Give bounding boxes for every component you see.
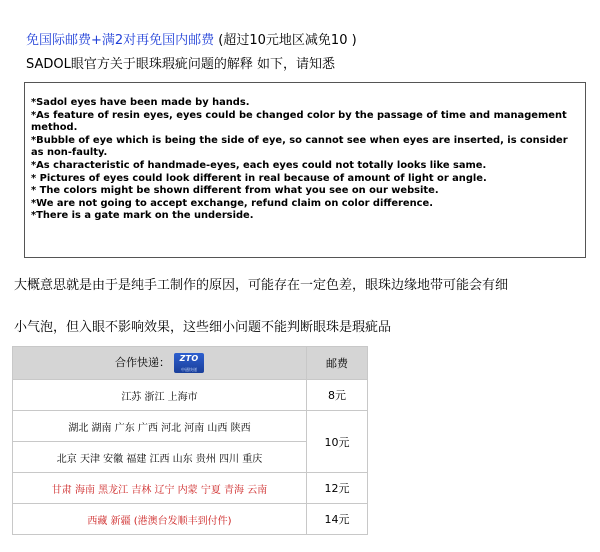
table-row xyxy=(13,411,368,442)
shipping-fee-table xyxy=(12,346,368,535)
explanation-line-1: 大概意思就是由于是纯手工制作的原因，可能存在一定色差，眼珠边缘地带可能会有细 xyxy=(14,278,509,293)
table-row xyxy=(13,504,368,535)
promo-black-text: (超过10元地区减免10 ) xyxy=(214,33,357,48)
region-cell: 江苏 浙江 上海市 xyxy=(13,380,307,411)
zto-logo-icon: ZTO 中通快递 xyxy=(174,353,204,373)
fee-cell: 14元 xyxy=(307,504,368,535)
fee-cell: 8元 xyxy=(307,380,368,411)
courier-header xyxy=(13,347,307,380)
promo-line xyxy=(26,32,357,50)
table-row xyxy=(13,380,368,411)
notice-line: * Pictures of eyes could look different in real because of amount of light or angle. xyxy=(31,172,487,184)
region-cell: 甘肃 海南 黑龙江 吉林 辽宁 内蒙 宁夏 青海 云南 xyxy=(13,473,307,504)
courier-header-label: 合作快递： xyxy=(115,356,170,369)
promo-blue-text: 免国际邮费+满2对再免国内邮费 xyxy=(26,33,215,48)
fee-cell: 12元 xyxy=(307,473,368,504)
notice-line: *Bubble of eye which is being the side of eye, so cannot see when eyes are inserted, is consider as non-faulty. xyxy=(31,134,568,159)
notice-line: *As characteristic of handmade-eyes, each eyes could not totally looks like same. xyxy=(31,159,487,171)
notice-box xyxy=(24,82,586,258)
region-cell: 湖北 湖南 广东 广西 河北 河南 山西 陕西 xyxy=(13,411,307,442)
region-cell: 西藏 新疆 (港澳台发顺丰到付件) xyxy=(13,504,307,535)
table-header-row xyxy=(13,347,368,380)
region-cell: 北京 天津 安徽 福建 江西 山东 贵州 四川 重庆 xyxy=(13,442,307,473)
notice-line: *Sadol eyes have been made by hands. xyxy=(31,97,250,108)
notice-line: * The colors might be shown different from what you see on our website. xyxy=(31,185,439,197)
fee-cell: 10元 xyxy=(307,411,368,473)
notice-line: *As feature of resin eyes, eyes could be changed color by the passage of time and management method. xyxy=(31,109,567,134)
table-row xyxy=(13,473,368,504)
notice-line: *There is a gate mark on the underside. xyxy=(31,210,254,222)
sadol-explanation-heading: SADOL眼官方关于眼珠瑕疵问题的解释 如下，请知悉 xyxy=(26,57,336,72)
explanation-line-2: 小气泡，但入眼不影响效果，这些细小问题不能判断眼珠是瑕疵品 xyxy=(14,320,392,335)
fee-header: 邮费 xyxy=(307,347,368,380)
notice-line: *We are not going to accept exchange, refund claim on color difference. xyxy=(31,197,433,209)
